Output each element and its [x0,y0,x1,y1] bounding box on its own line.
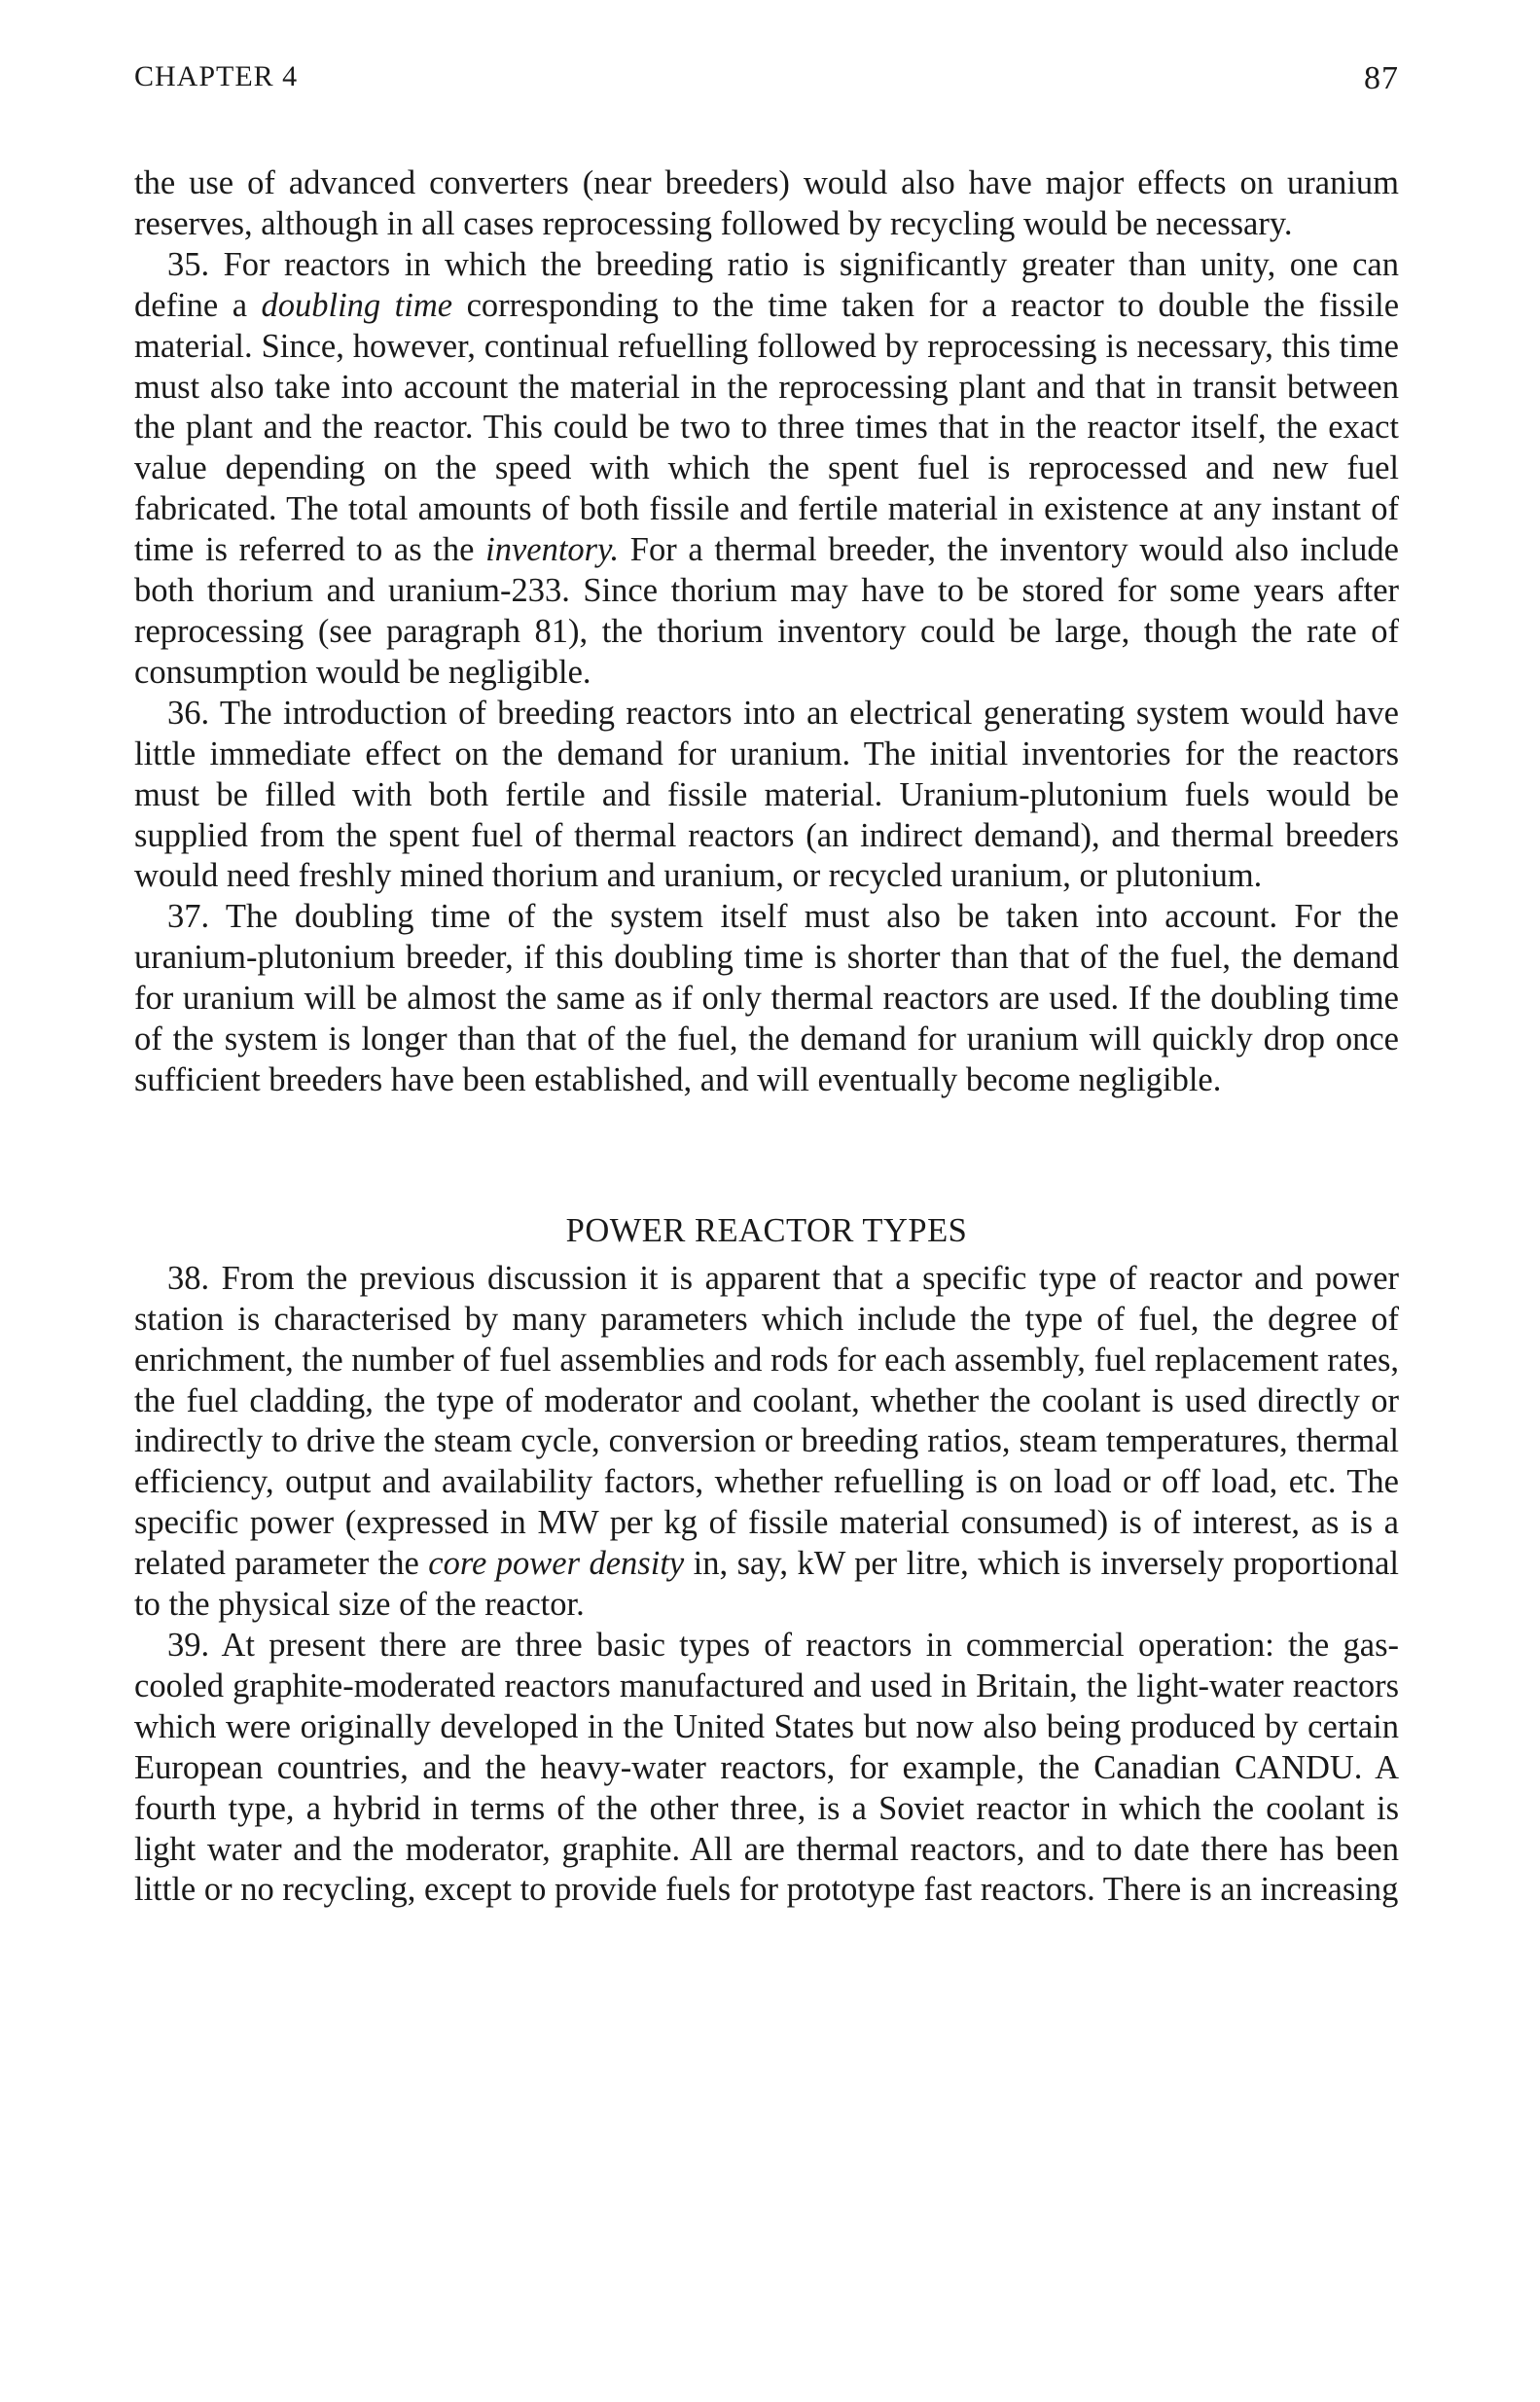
bottom-paragraphs [134,1259,1399,1912]
paragraph-p36 [134,694,1399,898]
page-number: 87 [1364,60,1399,96]
paragraph-p-continued [134,163,1399,245]
italic-term: inventory. [485,531,620,569]
italic-term: doubling time [261,286,453,324]
text-run: 35. For reactors in which the breeding ratio is significantly greater than unity, one can define a [134,245,1399,324]
text-run: For a thermal breeder, the inventory would also include both thorium and uranium-233. Since thorium may have to be stored for some years after reprocessing (see paragraph 81), the thorium inventory could be large, though the rate of consumption would be negligible. [134,531,1399,691]
paragraph-p38 [134,1259,1399,1626]
text-run: the use of advanced converters (near breeders) would also have major effects on uranium reserves, although in all cases reprocessing followed by recycling would be necessary. [134,164,1399,242]
text-run: 38. From the previous discussion it is apparent that a specific type of reactor and power station is characterised by many parameters which include the type of fuel, the degree of enrichment, the number of fuel assemblies and rods for each assembly, fuel replacement rates, the fuel cladding, the type of moderator and coolant, whether the coolant is used directly or indirectly to drive the steam cycle, conversion or breeding ratios, steam temperatures, thermal efficiency, output and availability factors, whether refuelling is on load or off load, etc. The specific power (expressed in MW per kg of fissile material consumed) is of interest, as is a related parameter the [134,1259,1399,1583]
book-page [134,60,1399,1911]
paragraph-p35 [134,245,1399,694]
text-run: corresponding to the time taken for a reactor to double the fissile material. Since, however, continual refuelling followed by reprocessing is necessary, this time must also take into account the material in the reprocessing plant and that in transit between the plant and the reactor. This could be two to three times that in the reactor itself, the exact value depending on the speed with which the spent fuel is reprocessed and new fuel fabricated. The total amounts of both fissile and fertile material in existence at any instant of time is referred to as the [134,286,1400,569]
text-run: in, say, kW per litre, which is inversely proportional to the physical size of the reactor. [134,1545,1399,1624]
chapter-label: CHAPTER 4 [134,60,299,92]
top-paragraphs [134,163,1399,1101]
body-text [134,163,1399,1911]
paragraph-p37 [134,897,1399,1101]
text-run: 36. The introduction of breeding reactors into an electrical generating system would have little immediate effect on the demand for uranium. The initial inventories for the reactors must be filled with both fertile and fissile material. Uranium-plutonium fuels would be supplied from the spent fuel of thermal reactors (an indirect demand), and thermal breeders would need freshly mined thorium and uranium, or recycled uranium, or plutonium. [134,694,1399,895]
text-run: 37. The doubling time of the system itself must also be taken into account. For the uranium-plutonium breeder, if this doubling time is shorter than that of the fuel, the demand for uranium will be almost the same as if only thermal reactors are used. If the doubling time of the system is longer than that of the fuel, the demand for uranium will quickly drop once sufficient breeders have been established, and will eventually become negligible. [134,898,1399,1098]
paragraph-p39 [134,1626,1399,1911]
running-head [134,60,1399,111]
italic-term: core power density [428,1545,685,1583]
section-heading: POWER REACTOR TYPES [565,1211,968,1249]
text-run: 39. At present there are three basic types of reactors in commercial operation: the gas-cooled graphite-moderated reactors manufactured and used in Britain, the light-water reactors which were originally developed in the United States but now also being produced by certain European countries, and the heavy-water reactors, for example, the Canadian CANDU. A fourth type, a hybrid in terms of the other three, is a Soviet reactor in which the coolant is light water and the moderator, graphite. All are thermal reactors, and to date there has been little or no recycling, except to provide fuels for prototype fast reactors. There is an increasing [134,1627,1399,1909]
